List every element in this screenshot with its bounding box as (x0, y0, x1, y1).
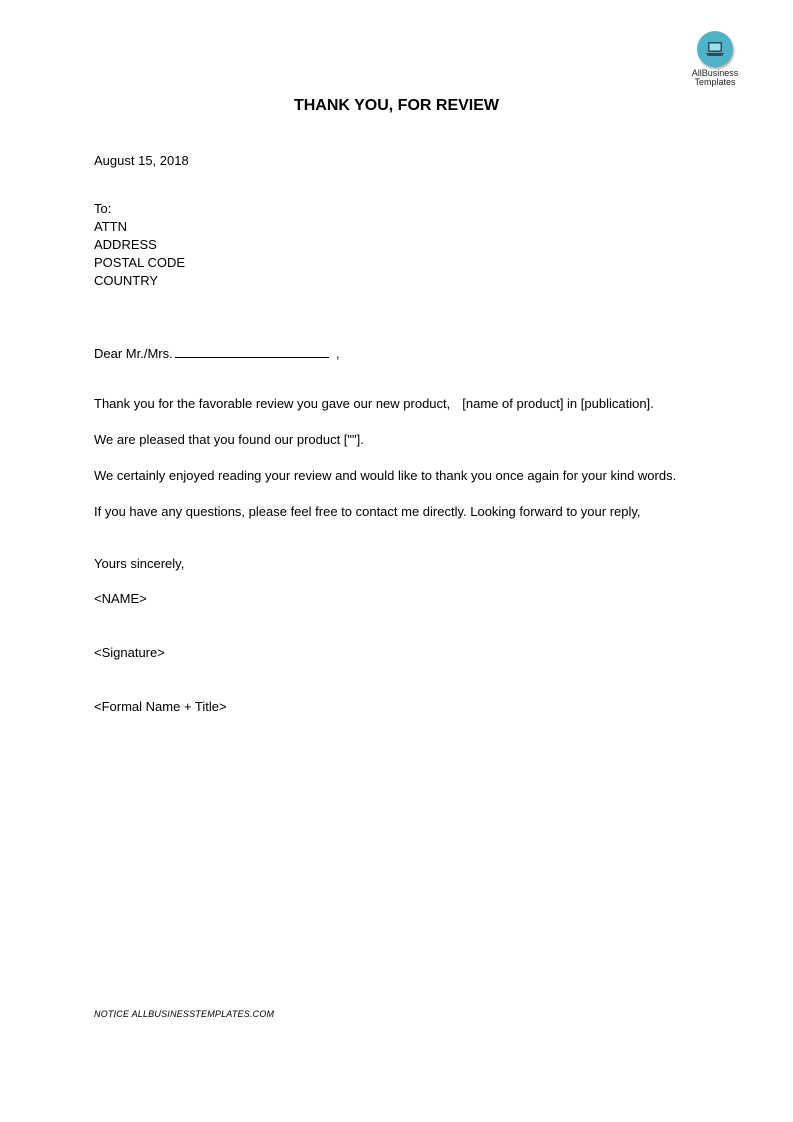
logo-line-1: AllBusiness (691, 68, 739, 78)
document-title: THANK YOU, FOR REVIEW (293, 97, 500, 114)
salutation-prefix: Dear Mr./Mrs. (94, 346, 173, 361)
body-paragraph-1-end: [name of product] in [publication]. (462, 396, 654, 411)
recipient-attn: ATTN (94, 219, 127, 234)
closing-sign-off: Yours sincerely, (94, 556, 185, 571)
closing-formal-name: <Formal Name + Title> (94, 699, 227, 714)
brand-logo (684, 31, 746, 87)
salutation-suffix: , (335, 346, 340, 361)
body-paragraph-2: We are pleased that you found our product [""]. (94, 432, 364, 447)
logo-text (684, 69, 746, 87)
body-paragraph-4: If you have any questions, please feel free to contact me directly. Looking forward to your reply, (94, 504, 641, 519)
recipient-to-label: To: (94, 201, 112, 216)
recipient-postal-code: POSTAL CODE (94, 255, 186, 270)
logo-line-2: Templates (694, 77, 736, 87)
body-paragraph-1 (94, 396, 654, 412)
closing-name: <NAME> (94, 591, 147, 606)
salutation (94, 345, 340, 362)
body-paragraph-3: We certainly enjoyed reading your review and would like to thank you once again for your kind words. (94, 468, 677, 483)
letter-date: August 15, 2018 (94, 153, 189, 168)
closing-signature: <Signature> (94, 645, 165, 660)
body-paragraph-1-start: Thank you for the favorable review you gave our new product, (94, 396, 451, 411)
footer-notice: NOTICE ALLBUSINESSTEMPLATES.COM (94, 1009, 275, 1019)
recipient-address: ADDRESS (94, 237, 157, 252)
laptop-icon (697, 31, 733, 67)
name-blank-line (175, 345, 329, 358)
recipient-country: COUNTRY (94, 273, 159, 288)
